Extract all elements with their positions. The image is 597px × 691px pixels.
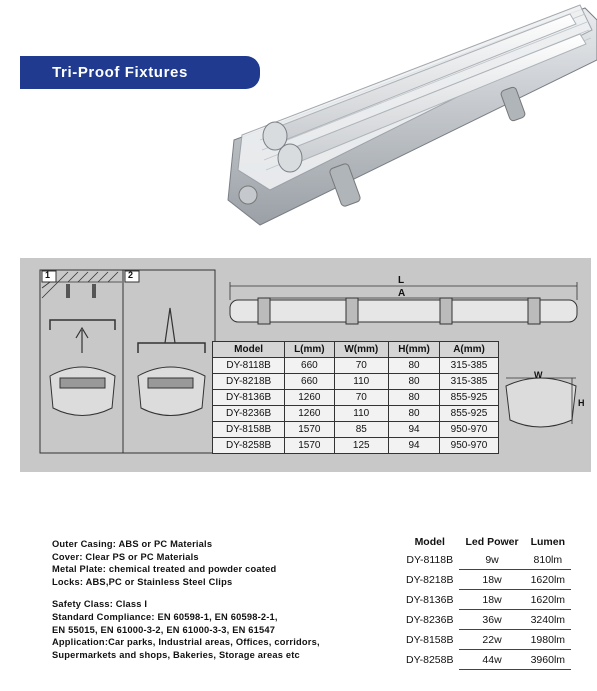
cell: DY-8236B <box>213 406 285 422</box>
cell: 950-970 <box>440 438 499 454</box>
cell: 315-385 <box>440 374 499 390</box>
cell: 110 <box>334 374 389 390</box>
table-row <box>400 550 571 570</box>
header-model: Model <box>213 342 285 358</box>
cell: 660 <box>285 374 334 390</box>
cell: 18w <box>459 590 524 610</box>
cell: 1620lm <box>525 590 571 610</box>
dim-W-label: W <box>534 370 543 380</box>
header-length: L(mm) <box>285 342 334 358</box>
spec-text <box>52 538 432 661</box>
spec-line: Cover: Clear PS or PC Materials <box>52 551 199 562</box>
page-title: Tri-Proof Fixtures <box>52 64 188 81</box>
cell: 80 <box>389 358 440 374</box>
fixture-photo <box>220 0 597 230</box>
cell: 18w <box>459 570 524 590</box>
cell: 660 <box>285 358 334 374</box>
cell: DY-8118B <box>213 358 285 374</box>
cell: DY-8158B <box>213 422 285 438</box>
spec-line: Metal Plate: chemical treated and powder coated <box>52 564 277 575</box>
spec-line: Locks: ABS,PC or Stainless Steel Clips <box>52 576 233 587</box>
table-row <box>213 406 499 422</box>
table-row <box>213 438 499 454</box>
dim-H-label: H <box>578 398 585 408</box>
cell: 94 <box>389 438 440 454</box>
cell: 110 <box>334 406 389 422</box>
cell: 70 <box>334 390 389 406</box>
dimension-table <box>212 341 499 454</box>
table-row <box>400 590 571 610</box>
header-width: W(mm) <box>334 342 389 358</box>
table-row <box>213 358 499 374</box>
cell: 125 <box>334 438 389 454</box>
cell: 810lm <box>525 550 571 570</box>
table-row <box>400 630 571 650</box>
table-row <box>400 570 571 590</box>
cell: 44w <box>459 650 524 670</box>
spec-line: EN 55015, EN 61000-3-2, EN 61000-3-3, EN 61547 <box>52 624 276 635</box>
spec-line: Application:Car parks, Industrial areas, Offices, corridors, <box>52 637 320 648</box>
cell: DY-8258B <box>406 653 454 666</box>
table-row <box>213 374 499 390</box>
cell: DY-8158B <box>406 633 454 646</box>
cell: 80 <box>389 374 440 390</box>
power-table <box>400 534 571 670</box>
spec-line: Supermarkets and shops, Bakeries, Storage areas etc <box>52 649 300 660</box>
cell: DY-8136B <box>213 390 285 406</box>
cell: 80 <box>389 406 440 422</box>
cell: 855-925 <box>440 390 499 406</box>
spec-line: Safety Class: Class I <box>52 599 148 610</box>
table-row <box>213 422 499 438</box>
header-lumen: Lumen <box>530 536 566 548</box>
cell: 855-925 <box>440 406 499 422</box>
cell: 70 <box>334 358 389 374</box>
header-a: A(mm) <box>440 342 499 358</box>
table-row <box>400 610 571 630</box>
cell: 1570 <box>285 438 334 454</box>
cell: DY-8218B <box>213 374 285 390</box>
table-row <box>213 390 499 406</box>
cell: 36w <box>459 610 524 630</box>
spec-line: Standard Compliance: EN 60598-1, EN 60598-2-1, <box>52 611 278 622</box>
step-2-label: 2 <box>128 270 134 280</box>
header-height: H(mm) <box>389 342 440 358</box>
cell: 1570 <box>285 422 334 438</box>
technical-panel <box>20 258 591 472</box>
cell: DY-8236B <box>406 613 454 626</box>
cell: 1980lm <box>525 630 571 650</box>
cell: 9w <box>459 550 524 570</box>
header-led-power: Led Power <box>465 536 519 548</box>
cell: DY-8118B <box>406 553 454 566</box>
spec-line: Outer Casing: ABS or PC Materials <box>52 539 213 549</box>
cell: 315-385 <box>440 358 499 374</box>
table-header-row <box>213 342 499 358</box>
cell: DY-8218B <box>406 573 454 586</box>
cell: 85 <box>334 422 389 438</box>
cell: 80 <box>389 390 440 406</box>
cell: 3960lm <box>525 650 571 670</box>
table-header-row <box>400 534 571 550</box>
cell: 1260 <box>285 390 334 406</box>
cell: 950-970 <box>440 422 499 438</box>
cell: 3240lm <box>525 610 571 630</box>
header-model: Model <box>414 536 445 548</box>
cell: 1260 <box>285 406 334 422</box>
dim-A-label: A <box>398 288 406 299</box>
cell: DY-8136B <box>406 593 454 606</box>
table-row <box>400 650 571 670</box>
cell: 1620lm <box>525 570 571 590</box>
dim-L-label: L <box>398 275 405 286</box>
cell: DY-8258B <box>213 438 285 454</box>
step-1-label: 1 <box>45 270 51 280</box>
cell: 94 <box>389 422 440 438</box>
cell: 22w <box>459 630 524 650</box>
